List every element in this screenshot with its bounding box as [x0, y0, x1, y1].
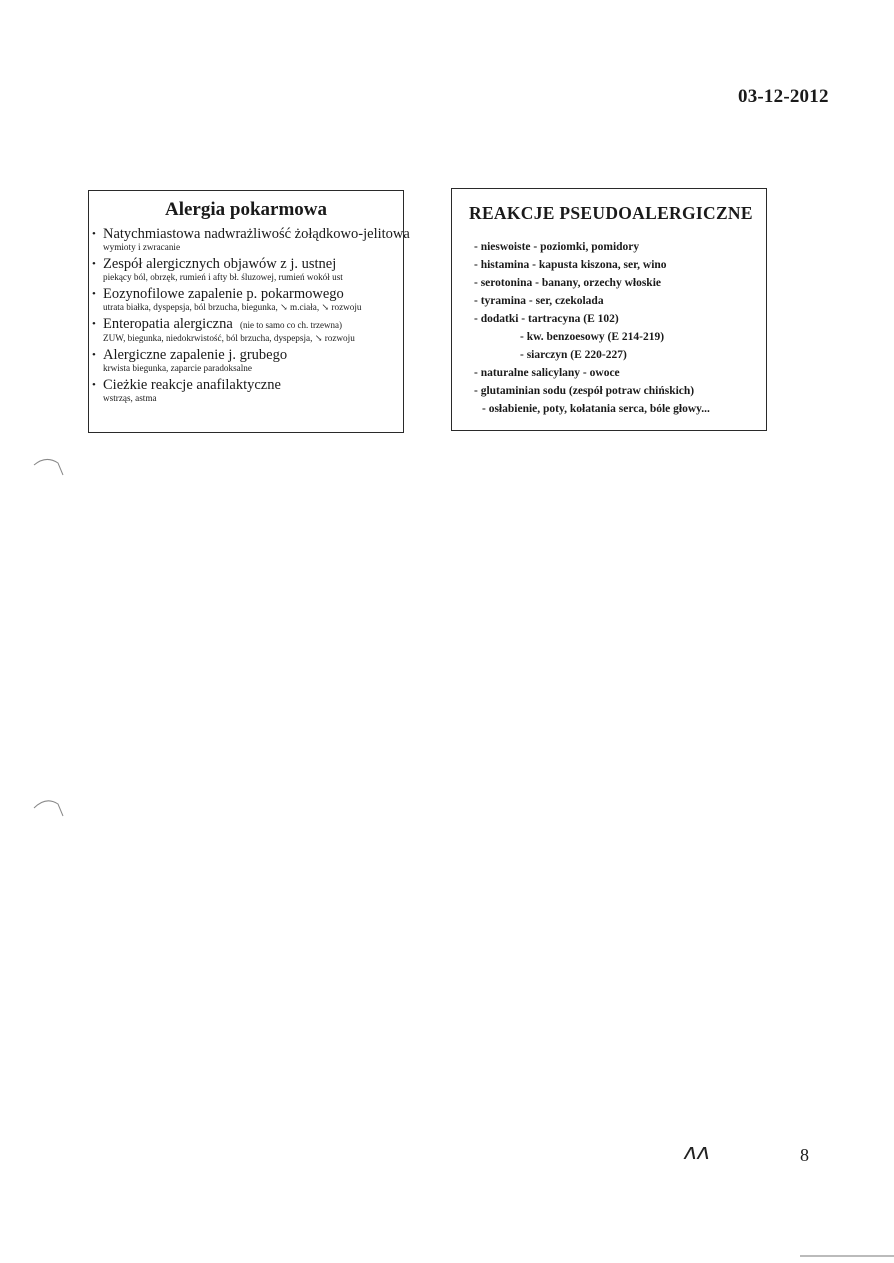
list-item: - serotonina - banany, orzechy włoskie — [474, 277, 661, 289]
slide-pseudoallergic — [451, 188, 767, 431]
list-item: • Cieżkie reakcje anafilaktyczne wstrząs, astma — [92, 377, 281, 403]
handwritten-mark: ʌʌ — [684, 1140, 711, 1165]
reaction-list — [452, 238, 766, 418]
list-item: - nieswoiste - poziomki, pomidory — [474, 241, 640, 253]
bullet-icon: • — [92, 318, 96, 330]
item-note: (nie to samo co ch. trzewna) — [240, 320, 342, 330]
slide-food-allergy — [88, 190, 410, 433]
list-item: - kw. benzoesowy (E 214-219) — [520, 331, 665, 343]
list-item: - siarczyn (E 220-227) — [520, 349, 627, 361]
list-item: • Enteropatia alergiczna (nie to samo co ch. trzewna) ZUW, biegunka, niedokrwistość, ból brzucha, dyspepsja, ↘ rozwoju — [92, 316, 355, 343]
list-item: - osłabienie, poty, kołatania serca, bóle głowy... — [482, 403, 710, 415]
page-number: 8 — [800, 1145, 809, 1165]
list-item: • Eozynofilowe zapalenie p. pokarmowego utrata białka, dyspepsja, ból brzucha, biegunka, ↘ m.ciała, ↘ rozwoju — [92, 286, 362, 312]
list-item: - naturalne salicylany - owoce — [474, 367, 620, 379]
list-item: - histamina - kapusta kiszona, ser, wino — [474, 259, 667, 271]
punch-hole-mark-upper — [32, 455, 66, 481]
bullet-icon: • — [92, 379, 96, 391]
punch-hole-mark-lower — [32, 796, 66, 822]
list-item: - tyramina - ser, czekolada — [474, 295, 604, 307]
bullet-icon: • — [92, 258, 96, 270]
list-item: - dodatki - tartracyna (E 102) — [474, 313, 619, 325]
bullet-icon: • — [92, 228, 96, 240]
bullet-icon: • — [92, 349, 96, 361]
list-item: • Alergiczne zapalenie j. grubego krwista biegunka, zaparcie paradoksalne — [92, 347, 288, 373]
date-header: 03-12-2012 — [738, 86, 829, 107]
list-item: • Zespół alergicznych objawów z j. ustnej piekący ból, obrzęk, rumień i afty bł. śluzowej, rumień wokół ust — [92, 256, 343, 282]
bullet-icon: • — [92, 288, 96, 300]
allergy-list — [89, 226, 410, 404]
list-item: - glutaminian sodu (zespół potraw chińskich) — [474, 385, 695, 397]
slide-title: REAKCJE PSEUDOALERGICZNE — [469, 203, 753, 223]
list-item: • Natychmiastowa nadwrażliwość żołądkowo-jelitowa wymioty i zwracanie — [92, 226, 410, 252]
slide-title: Alergia pokarmowa — [164, 199, 327, 220]
bottom-edge-line — [800, 1250, 894, 1260]
